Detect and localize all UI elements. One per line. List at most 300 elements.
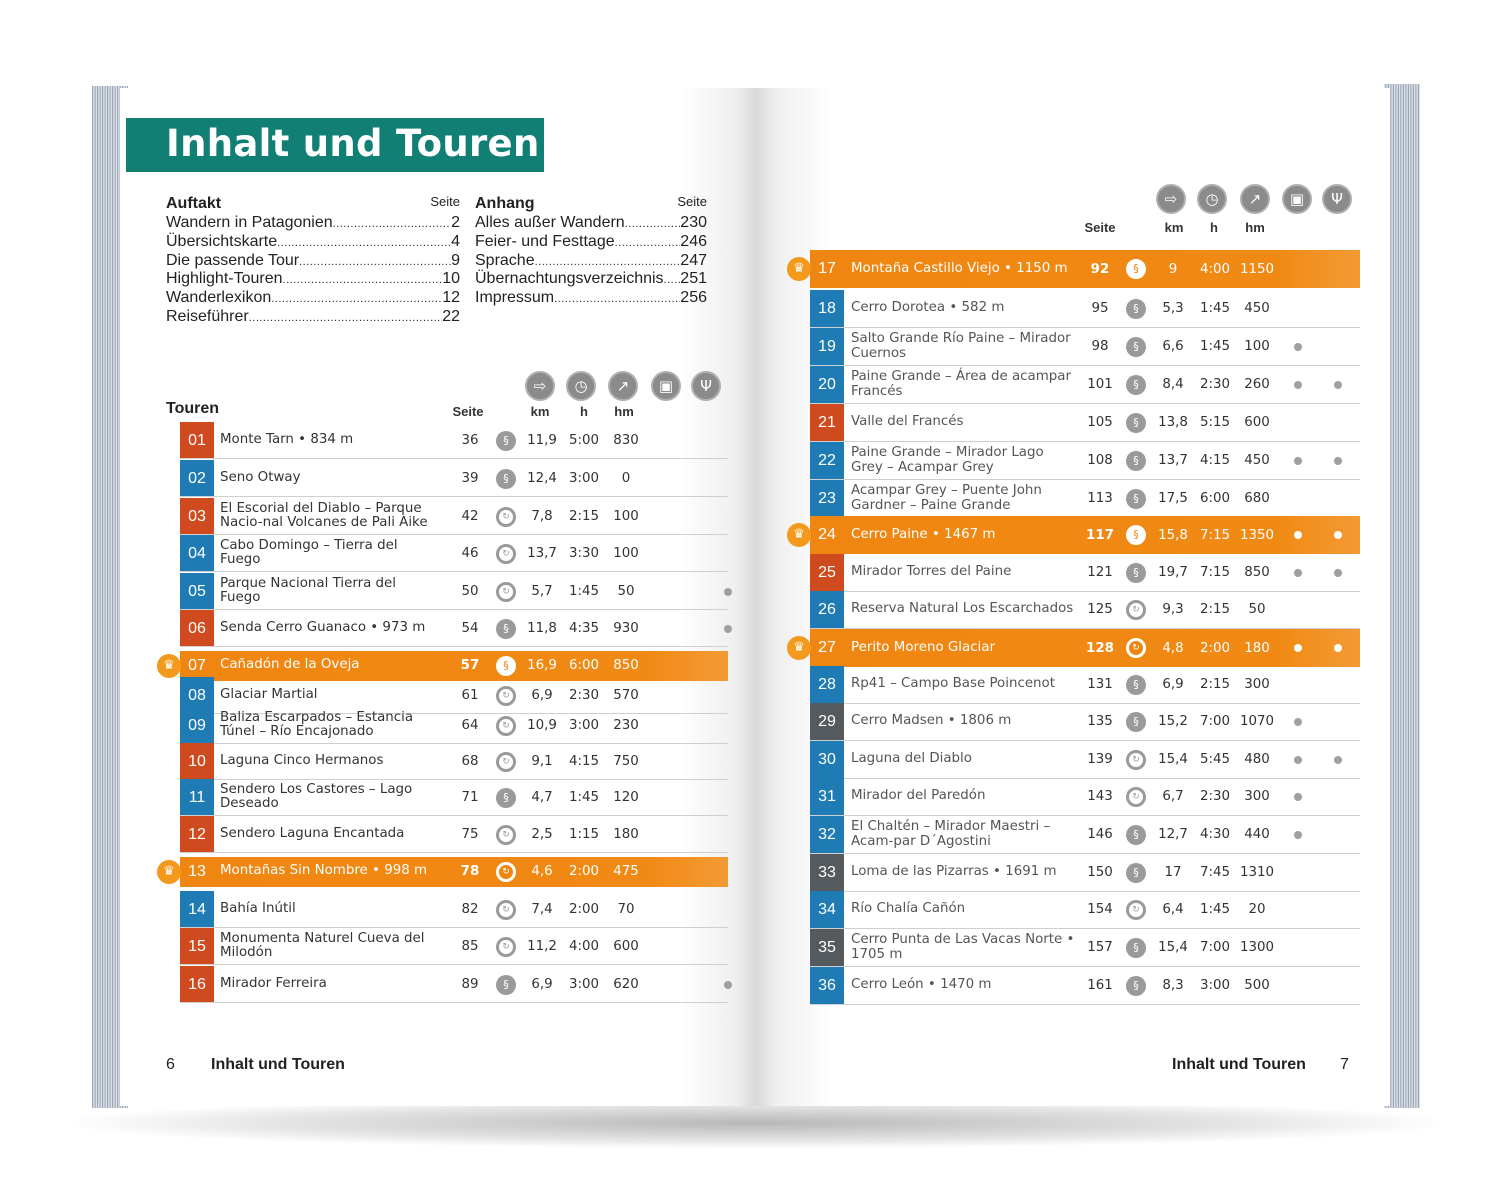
- tour-page: 89: [461, 976, 479, 992]
- bus-available-dot: [1294, 457, 1302, 465]
- tour-page: 157: [1087, 940, 1113, 955]
- tour-row[interactable]: [810, 929, 1360, 967]
- tour-number: 20: [810, 366, 844, 403]
- linear-route-icon: §: [496, 788, 516, 808]
- tour-ascent: 0: [621, 470, 631, 486]
- tour-page: 121: [1087, 565, 1113, 580]
- tour-page: 146: [1087, 827, 1113, 842]
- tour-row[interactable]: [180, 573, 728, 610]
- bus-available-dot: [724, 981, 732, 989]
- tour-km: 5,3: [1162, 301, 1184, 316]
- tour-name: Sendero Los Castores – Lago Deseado: [220, 781, 413, 811]
- tour-row[interactable]: [180, 779, 728, 816]
- bus-icon: ▣: [651, 371, 681, 401]
- tour-ascent: 100: [613, 508, 639, 524]
- tour-name: Montaña Castillo Viejo • 1150 m: [851, 260, 1068, 276]
- tour-duration: 2:15: [1199, 602, 1231, 617]
- tour-page: 46: [461, 545, 479, 561]
- food-available-dot: [1334, 531, 1342, 539]
- tour-page: 57: [460, 658, 480, 673]
- loop-route-icon: ↻: [496, 825, 516, 845]
- tour-ascent: 1300: [1239, 940, 1275, 955]
- tour-number: 21: [810, 404, 844, 441]
- toc-entry[interactable]: [475, 252, 707, 271]
- tour-ascent: 600: [1244, 415, 1270, 430]
- tour-row[interactable]: [180, 460, 728, 497]
- tour-duration: 4:00: [1199, 261, 1231, 277]
- tour-row[interactable]: [180, 498, 728, 535]
- highlight-crown-icon: ♛: [787, 636, 811, 660]
- food-available-dot: [1334, 756, 1342, 764]
- toc-entry[interactable]: [475, 233, 707, 252]
- tour-km: 13,8: [1158, 415, 1188, 430]
- footer-title: Inhalt und Touren: [1172, 1056, 1306, 1073]
- tour-km: 7,4: [531, 901, 553, 917]
- toc-entry[interactable]: [166, 233, 460, 252]
- tour-km: 15,4: [1158, 940, 1188, 955]
- tour-number: 31: [810, 778, 844, 815]
- bus-available-dot: [724, 588, 732, 596]
- tour-duration: 1:15: [568, 826, 600, 842]
- tour-name: Reserva Natural Los Escarchados: [851, 601, 1074, 617]
- tour-duration: 5:15: [1199, 415, 1231, 430]
- tour-name: Sendero Laguna Encantada: [220, 825, 405, 841]
- toc-entry-title: Impressum: [475, 289, 555, 307]
- toc-heading: Auftakt: [166, 195, 222, 212]
- touren-label: Touren: [166, 400, 220, 417]
- tour-duration: 1:45: [1199, 902, 1231, 917]
- tour-name: Laguna del Diablo: [851, 751, 972, 767]
- toc-seite-label: Seite: [430, 194, 460, 209]
- tour-km: 4,8: [1162, 640, 1184, 656]
- highlight-crown-icon: ♛: [787, 257, 811, 281]
- tour-ascent: 120: [613, 789, 639, 805]
- tour-row[interactable]: [810, 854, 1360, 892]
- tour-page: 39: [461, 470, 479, 486]
- ascent-arrow-icon: ↗: [1240, 184, 1270, 214]
- loop-route-icon: ↻: [496, 544, 516, 564]
- linear-route-icon: §: [1126, 489, 1146, 509]
- tour-row[interactable]: [810, 703, 1360, 741]
- tour-name: Monumenta Naturel Cueva del Milodón: [220, 930, 425, 960]
- footer-page-number: 6: [166, 1056, 175, 1073]
- toc-entry-page: 247: [680, 251, 707, 269]
- tour-page: 95: [1091, 301, 1109, 316]
- tour-number: 27: [818, 639, 836, 656]
- tour-row[interactable]: [180, 816, 728, 853]
- loop-route-icon: ↻: [1126, 600, 1146, 620]
- tour-page: 113: [1087, 491, 1113, 506]
- tour-km: 9,3: [1162, 602, 1184, 617]
- tour-number: 35: [810, 929, 844, 966]
- highlight-crown-icon: ♛: [157, 654, 181, 678]
- tour-name: Senda Cerro Guanaco • 973 m: [220, 619, 426, 635]
- tour-page: 68: [461, 753, 479, 769]
- tour-km: 13,7: [1158, 453, 1188, 468]
- tour-row[interactable]: [810, 328, 1360, 366]
- food-available-dot: [1334, 381, 1342, 389]
- tour-row[interactable]: [810, 666, 1360, 704]
- tour-duration: 3:00: [568, 717, 600, 733]
- tour-name: El Chaltén – Mirador Maestri – Acam-par D´Agostini: [851, 819, 1051, 849]
- toc-entry-page: 230: [680, 214, 707, 231]
- tour-duration: 2:00: [1199, 640, 1231, 656]
- col-h: h: [1210, 220, 1218, 235]
- tour-row[interactable]: [810, 250, 1360, 288]
- tour-row[interactable]: [810, 891, 1360, 929]
- tour-name: Río Chalía Cañón: [851, 901, 966, 917]
- toc-entry[interactable]: [475, 289, 707, 308]
- tour-ascent: 1350: [1239, 527, 1275, 543]
- tour-page: 150: [1087, 865, 1113, 880]
- tour-row[interactable]: [180, 535, 728, 572]
- tour-number: 26: [810, 591, 844, 628]
- tour-name: Perito Moreno Glaciar: [851, 639, 995, 655]
- tour-name: Cerro Dorotea • 582 m: [851, 300, 1005, 316]
- restaurant-icon: Ψ: [691, 371, 721, 401]
- tour-page: 135: [1087, 714, 1113, 729]
- toc-entry-page: 9: [451, 251, 460, 269]
- toc-entry-title: Die passende Tour: [166, 251, 300, 269]
- tour-ascent: 475: [613, 864, 639, 879]
- tour-km: 6,4: [1162, 902, 1184, 917]
- tour-ascent: 50: [1248, 602, 1266, 617]
- tour-number: 23: [810, 480, 844, 517]
- tour-ascent: 20: [1248, 902, 1266, 917]
- toc-entry[interactable]: [166, 270, 460, 289]
- tour-name: Paine Grande – Mirador Lago Grey – Acampar Grey: [851, 445, 1044, 475]
- tour-ascent: 830: [613, 432, 639, 448]
- tour-row[interactable]: [180, 891, 728, 928]
- linear-route-icon: §: [496, 619, 516, 639]
- tour-ascent: 180: [613, 826, 639, 842]
- tour-row[interactable]: [810, 629, 1360, 667]
- toc-leader-dots: [333, 214, 451, 233]
- linear-route-icon: §: [1126, 825, 1146, 845]
- toc-entry-page: 22: [442, 307, 460, 325]
- tour-name: Loma de las Pizarras • 1691 m: [851, 864, 1057, 880]
- tour-number: 08: [180, 677, 214, 713]
- tour-ascent: 620: [613, 976, 639, 992]
- tour-page: 161: [1087, 978, 1113, 993]
- tour-duration: 5:00: [568, 432, 600, 448]
- tour-name: Glaciar Martial: [220, 686, 318, 702]
- tour-ascent: 750: [613, 753, 639, 769]
- tour-row[interactable]: [180, 651, 728, 681]
- tour-duration: 4:15: [1199, 453, 1231, 468]
- tour-name: Salto Grande Río Paine – Mirador Cuernos: [851, 331, 1071, 361]
- linear-route-icon: §: [496, 975, 516, 995]
- tour-duration: 3:00: [568, 976, 600, 992]
- tour-name: Cañadón de la Oveja: [220, 657, 360, 673]
- signpost-icon: ⇨: [525, 371, 555, 401]
- toc-leader-dots: [625, 214, 681, 233]
- signpost-icon: ⇨: [1156, 184, 1186, 214]
- col-hm: hm: [614, 404, 634, 419]
- tour-page: 139: [1087, 752, 1113, 767]
- bus-available-dot: [1294, 793, 1302, 801]
- left-page: [120, 88, 756, 1106]
- tour-row[interactable]: [180, 610, 728, 647]
- bus-available-dot: [1294, 569, 1302, 577]
- tour-ascent: 100: [613, 545, 639, 561]
- loop-route-icon: ↻: [496, 582, 516, 602]
- tour-name: Cerro Madsen • 1806 m: [851, 713, 1012, 729]
- tour-duration: 7:00: [1199, 714, 1231, 729]
- tour-km: 13,7: [527, 545, 557, 561]
- bus-icon: ▣: [1282, 184, 1312, 214]
- page-title: Inhalt und Touren: [166, 122, 540, 165]
- loop-route-icon: ↻: [496, 752, 516, 772]
- tour-number: 14: [180, 891, 214, 927]
- tour-row[interactable]: [180, 928, 728, 965]
- toc-entry[interactable]: [166, 252, 460, 271]
- bus-available-dot: [1294, 343, 1302, 351]
- toc-entry-page: 2: [451, 214, 460, 231]
- linear-route-icon: §: [1126, 413, 1146, 433]
- tour-number: 12: [180, 816, 214, 852]
- tour-row[interactable]: [810, 591, 1360, 629]
- tour-number: 02: [180, 460, 214, 496]
- toc-leader-dots: [249, 308, 443, 327]
- tour-page: 61: [461, 687, 479, 703]
- tour-row[interactable]: [810, 404, 1360, 442]
- tour-name: Acampar Grey – Puente John Gardner – Paine Grande: [851, 483, 1042, 513]
- tour-km: 19,7: [1158, 565, 1188, 580]
- toc-entry-page: 4: [451, 232, 460, 250]
- tour-row[interactable]: [810, 516, 1360, 554]
- tour-row[interactable]: [810, 480, 1360, 518]
- tour-number: 04: [180, 535, 214, 571]
- tour-duration: 4:30: [1199, 827, 1231, 842]
- tour-ascent: 480: [1244, 752, 1270, 767]
- tour-page: 143: [1087, 789, 1113, 804]
- loop-route-icon: ↻: [1126, 750, 1146, 770]
- loop-route-icon: ↻: [496, 937, 516, 957]
- toc-entry[interactable]: [475, 214, 707, 233]
- toc-entry[interactable]: [475, 270, 707, 289]
- linear-route-icon: §: [1126, 863, 1146, 883]
- tour-duration: 7:15: [1199, 565, 1231, 580]
- loop-route-icon: ↻: [496, 716, 516, 736]
- tour-page: 82: [461, 901, 479, 917]
- clock-icon: ◷: [1197, 184, 1227, 214]
- tour-km: 9,1: [531, 753, 553, 769]
- col-km: km: [1164, 220, 1184, 235]
- toc-entry[interactable]: [166, 289, 460, 308]
- tour-row[interactable]: [180, 707, 728, 744]
- tour-name: Cerro Paine • 1467 m: [851, 526, 996, 542]
- tour-duration: 1:45: [568, 789, 600, 805]
- linear-route-icon: §: [1126, 712, 1146, 732]
- tour-ascent: 440: [1244, 827, 1270, 842]
- tour-row[interactable]: [180, 857, 728, 887]
- tour-number: 10: [180, 743, 214, 779]
- ascent-arrow-icon: ↗: [608, 371, 638, 401]
- tour-page: 36: [461, 432, 479, 448]
- toc-entry-page: 246: [680, 232, 707, 250]
- tour-name: Valle del Francés: [851, 414, 964, 430]
- tour-page: 85: [461, 938, 479, 954]
- toc-entry[interactable]: [166, 214, 460, 233]
- tour-duration: 2:30: [568, 687, 600, 703]
- tour-ascent: 300: [1244, 789, 1270, 804]
- linear-route-icon: §: [496, 656, 516, 676]
- tour-row[interactable]: [810, 816, 1360, 854]
- tour-duration: 3:30: [568, 545, 600, 561]
- tour-km: 5,7: [531, 583, 553, 599]
- col-km: km: [530, 404, 550, 419]
- toc-seite-label: Seite: [677, 194, 707, 209]
- footer-title: Inhalt und Touren: [211, 1056, 345, 1073]
- tour-duration: 4:15: [568, 753, 600, 769]
- tour-km: 2,5: [531, 826, 553, 842]
- toc-entry-title: Wanderlexikon: [166, 289, 272, 307]
- tour-ascent: 70: [617, 901, 635, 917]
- tour-number: 32: [810, 816, 844, 853]
- tour-page: 54: [461, 620, 479, 636]
- tour-ascent: 1070: [1239, 714, 1275, 729]
- tour-row[interactable]: [810, 778, 1360, 816]
- tour-km: 15,4: [1158, 752, 1188, 767]
- tour-number: 18: [810, 290, 844, 327]
- tour-name: Baliza Escarpados – Estancia Túnel – Río Encajonado: [220, 709, 414, 739]
- tour-row[interactable]: [180, 966, 728, 1003]
- tour-km: 9: [1168, 261, 1178, 277]
- bus-available-dot: [724, 625, 732, 633]
- tour-number: 11: [180, 779, 214, 815]
- tour-ascent: 600: [613, 938, 639, 954]
- tour-row[interactable]: [810, 741, 1360, 779]
- tour-row[interactable]: [810, 366, 1360, 404]
- toc-entry-title: Übersichtskarte: [166, 232, 278, 250]
- toc-leader-dots: [664, 270, 681, 289]
- food-available-dot: [1334, 569, 1342, 577]
- tour-duration: 7:45: [1199, 865, 1231, 880]
- tour-page: 125: [1087, 602, 1113, 617]
- right-page: [756, 88, 1390, 1106]
- tour-name: El Escorial del Diablo – Parque Nacio-nal Volcanes de Pali Aike: [220, 500, 428, 530]
- linear-route-icon: §: [496, 431, 516, 451]
- tour-number: 03: [180, 498, 214, 534]
- toc-leader-dots: [271, 289, 442, 308]
- tour-page: 71: [461, 789, 479, 805]
- tour-duration: 1:45: [1199, 339, 1231, 354]
- bus-available-dot: [1294, 718, 1302, 726]
- tour-km: 15,8: [1158, 527, 1188, 543]
- loop-route-icon: ↻: [496, 507, 516, 527]
- tour-number: 07: [188, 656, 206, 674]
- tour-name: Cerro Punta de Las Vacas Norte • 1705 m: [851, 932, 1075, 962]
- tour-row[interactable]: [810, 554, 1360, 592]
- tour-km: 8,3: [1162, 978, 1184, 993]
- tour-duration: 3:00: [568, 470, 600, 486]
- linear-route-icon: §: [1126, 675, 1146, 695]
- tour-page: 75: [461, 826, 479, 842]
- tour-ascent: 570: [613, 687, 639, 703]
- linear-route-icon: §: [1126, 451, 1146, 471]
- tour-number: 09: [180, 707, 214, 743]
- footer-page-number: 7: [1340, 1056, 1349, 1073]
- toc-entry[interactable]: [166, 308, 460, 327]
- tour-row[interactable]: [810, 967, 1360, 1005]
- tour-ascent: 850: [613, 658, 639, 673]
- tour-km: 16,9: [527, 658, 557, 673]
- tour-duration: 2:30: [1199, 789, 1231, 804]
- tour-km: 6,9: [1162, 677, 1184, 692]
- tour-number: 05: [180, 573, 214, 609]
- tour-ascent: 930: [613, 620, 639, 636]
- tour-km: 17: [1164, 865, 1182, 880]
- tour-name: Seno Otway: [220, 469, 301, 485]
- linear-route-icon: §: [1126, 259, 1146, 279]
- bus-available-dot: [1294, 644, 1302, 652]
- toc-entry-title: Feier- und Festtage: [475, 232, 615, 250]
- tour-km: 4,7: [531, 789, 553, 805]
- tour-name: Mirador Torres del Paine: [851, 564, 1012, 580]
- tour-number: 24: [818, 526, 836, 543]
- tour-duration: 2:00: [568, 864, 600, 879]
- tour-page: 98: [1091, 339, 1109, 354]
- tour-km: 6,7: [1162, 789, 1184, 804]
- tour-page: 154: [1087, 902, 1113, 917]
- col-hm: hm: [1245, 220, 1265, 235]
- tour-ascent: 450: [1244, 453, 1270, 468]
- toc-leader-dots: [615, 233, 681, 252]
- tour-name: Laguna Cinco Hermanos: [220, 752, 384, 768]
- tour-duration: 3:00: [1199, 978, 1231, 993]
- tour-name: Monte Tarn • 834 m: [220, 431, 354, 447]
- tour-km: 11,8: [527, 620, 557, 636]
- tour-name: Mirador del Paredón: [851, 788, 986, 804]
- loop-route-icon: ↻: [496, 900, 516, 920]
- tour-duration: 7:00: [1199, 940, 1231, 955]
- tour-number: 17: [818, 260, 836, 277]
- bus-available-dot: [1294, 756, 1302, 764]
- tour-page: 42: [461, 508, 479, 524]
- tour-row[interactable]: [180, 743, 728, 780]
- highlight-crown-icon: ♛: [787, 523, 811, 547]
- loop-route-icon: ↻: [1126, 900, 1146, 920]
- tour-name: Paine Grande – Área de acampar Francés: [851, 369, 1071, 399]
- tour-km: 15,2: [1158, 714, 1188, 729]
- tour-km: 12,7: [1158, 827, 1188, 842]
- tour-row[interactable]: [180, 422, 728, 459]
- tour-ascent: 500: [1244, 978, 1270, 993]
- tour-ascent: 450: [1244, 301, 1270, 316]
- tour-row[interactable]: [810, 290, 1360, 328]
- tour-page: 105: [1087, 415, 1113, 430]
- tour-duration: 2:15: [568, 508, 600, 524]
- tour-duration: 2:15: [1199, 677, 1231, 692]
- toc-leader-dots: [554, 289, 680, 308]
- title-banner: [126, 118, 544, 172]
- tour-number: 16: [180, 966, 214, 1002]
- col-seite: Seite: [1084, 220, 1116, 235]
- toc-leader-dots: [283, 270, 443, 289]
- tour-duration: 6:00: [568, 658, 600, 673]
- tour-km: 6,9: [531, 976, 553, 992]
- toc-entry-title: Wandern in Patagonien: [166, 214, 333, 231]
- tour-page: 101: [1087, 377, 1113, 392]
- toc-entry-title: Reiseführer: [166, 307, 249, 325]
- linear-route-icon: §: [1126, 938, 1146, 958]
- bus-available-dot: [1294, 381, 1302, 389]
- loop-route-icon: ↻: [496, 686, 516, 706]
- tour-number: 15: [180, 928, 214, 964]
- tour-row[interactable]: [810, 442, 1360, 480]
- tour-duration: 6:00: [1199, 491, 1231, 506]
